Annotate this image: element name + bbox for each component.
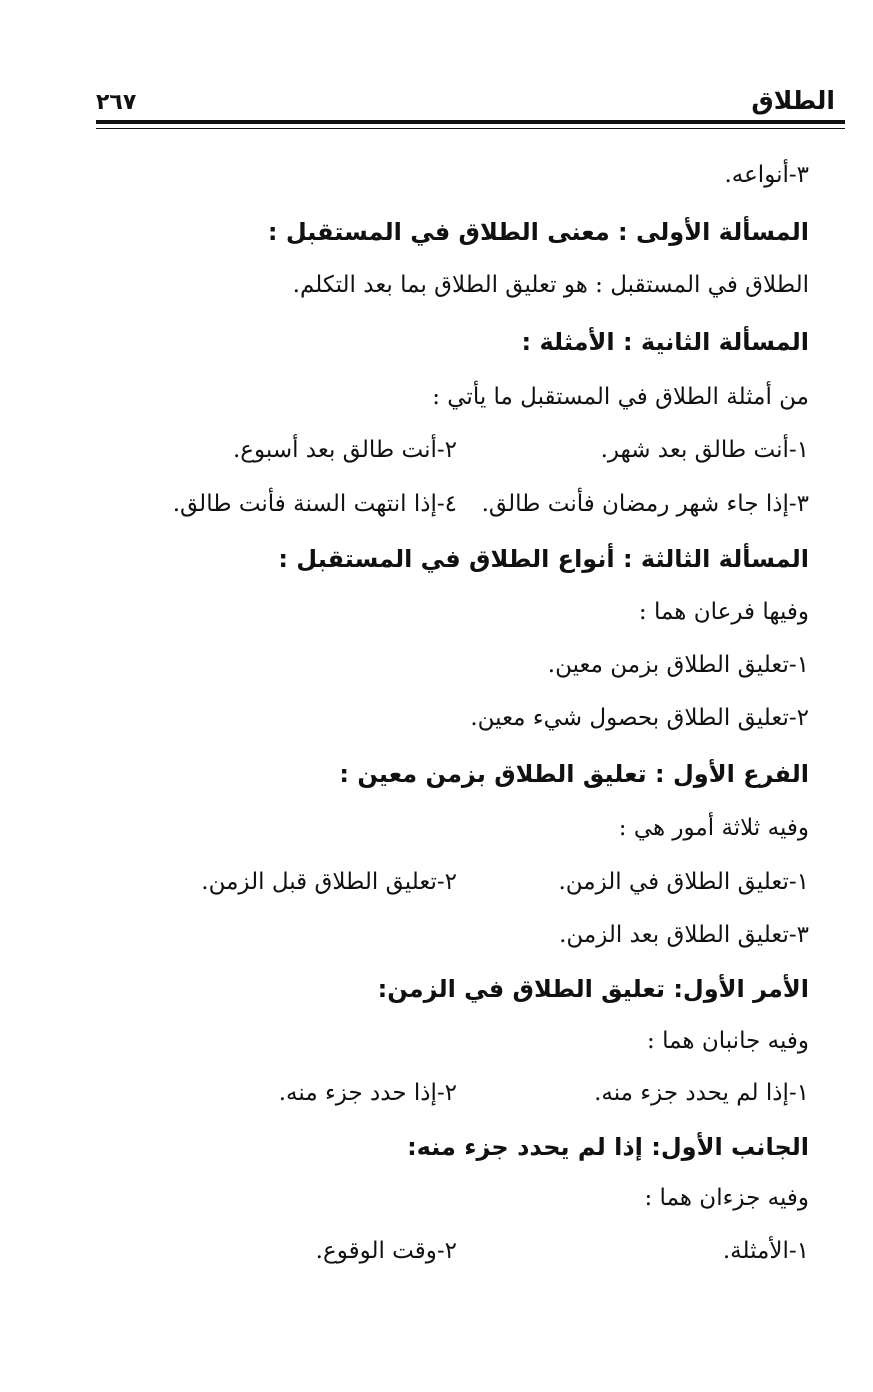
text-line: وفيها فرعان هما :	[638, 599, 809, 625]
text-line: الطلاق في المستقبل : هو تعليق الطلاق بما بعد التكلم.	[292, 272, 809, 298]
list-item: ١-تعليق الطلاق بزمن معين.	[547, 652, 809, 678]
text-line: من أمثلة الطلاق في المستقبل ما يأتي :	[432, 384, 809, 410]
header-rule-thin	[96, 128, 845, 129]
list-item: ١-تعليق الطلاق في الزمن.	[558, 869, 809, 895]
section-heading: الفرع الأول : تعليق الطلاق بزمن معين :	[339, 760, 809, 788]
header-rule-thick	[96, 120, 845, 124]
list-item: ٢-أنت طالق بعد أسبوع.	[232, 437, 457, 463]
section-heading: المسألة الثالثة : أنواع الطلاق في المستقبل :	[278, 545, 809, 573]
page-number: ٢٦٧	[96, 90, 137, 115]
list-item: ٣-إذا جاء شهر رمضان فأنت طالق.	[481, 491, 809, 517]
text-line: وفيه جزءان هما :	[644, 1185, 809, 1211]
list-item: ٣-تعليق الطلاق بعد الزمن.	[559, 922, 809, 948]
running-header-title: الطلاق	[751, 86, 835, 115]
list-item: ١-إذا لم يحدد جزء منه.	[594, 1080, 809, 1106]
list-item: ٤-إذا انتهت السنة فأنت طالق.	[172, 491, 457, 517]
list-item: ١-الأمثلة.	[722, 1238, 809, 1264]
list-item: ٢-وقت الوقوع.	[315, 1238, 457, 1264]
text-line: ٣-أنواعه.	[724, 162, 809, 188]
section-heading: الأمر الأول: تعليق الطلاق في الزمن:	[377, 975, 809, 1003]
list-item: ٢-إذا حدد جزء منه.	[278, 1080, 457, 1106]
section-heading: المسألة الثانية : الأمثلة :	[521, 328, 809, 356]
section-heading: الجانب الأول: إذا لم يحدد جزء منه:	[407, 1133, 809, 1161]
text-line: وفيه جانبان هما :	[647, 1028, 809, 1054]
text-line: وفيه ثلاثة أمور هي :	[618, 815, 809, 841]
list-item: ٢-تعليق الطلاق بحصول شيء معين.	[470, 705, 809, 731]
list-item: ١-أنت طالق بعد شهر.	[600, 437, 809, 463]
section-heading: المسألة الأولى : معنى الطلاق في المستقبل :	[267, 218, 809, 246]
list-item: ٢-تعليق الطلاق قبل الزمن.	[201, 869, 457, 895]
